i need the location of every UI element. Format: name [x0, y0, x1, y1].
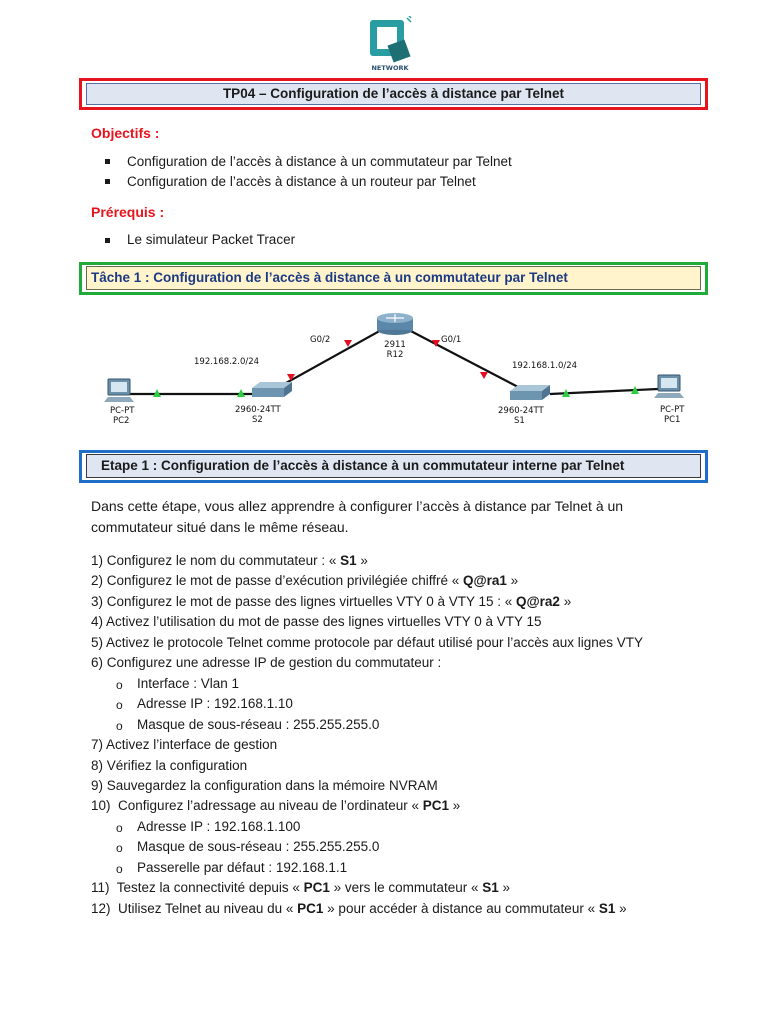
bullet-icon	[105, 159, 110, 164]
prerequisites-label: Prérequis :	[91, 204, 165, 220]
step-item-6: 6) Configurez une adresse IP de gestion du commutateur :	[91, 655, 442, 670]
sub-bullet-icon: o	[116, 821, 123, 835]
step10-sub-item: Adresse IP : 192.168.1.100	[137, 819, 301, 834]
prerequisite-item: Le simulateur Packet Tracer	[127, 232, 296, 247]
network-logo	[362, 16, 418, 74]
step6-sub-item: Masque de sous-réseau : 255.255.255.0	[137, 717, 380, 732]
step6-sub-item: Interface : Vlan 1	[137, 676, 240, 691]
step-item-9: 9) Sauvegardez la configuration dans la mémoire NVRAM	[91, 778, 438, 793]
page-title: TP04 – Configuration de l’accès à distance par Telnet	[86, 83, 701, 105]
router-icon	[377, 313, 413, 335]
step-item-2: 2) Configurez le mot de passe d’exécution privilégiée chiffré « Q@ra1 »	[91, 573, 519, 588]
switch-icon	[252, 382, 292, 397]
link-s2-r12	[277, 328, 385, 388]
switch-icon	[510, 385, 550, 400]
step6-sub-item: Adresse IP : 192.168.1.10	[137, 696, 293, 711]
pc2-model: PC-PT	[110, 406, 135, 416]
step-item-8: 8) Vérifiez la configuration	[91, 758, 248, 773]
interface-left-label: G0/2	[310, 335, 331, 345]
router-model: 2911	[384, 340, 406, 350]
pc2-name: PC2	[113, 416, 130, 426]
step10-sub-item: Masque de sous-réseau : 255.255.255.0	[137, 839, 380, 854]
pc-icon	[654, 375, 684, 398]
pc-icon	[104, 379, 134, 402]
switch-s2-model: 2960-24TT	[235, 405, 281, 415]
intro-paragraph: Dans cette étape, vous allez apprendre à configurer l’accès à distance par Telnet à un commutateur situé dans le même réseau.	[91, 498, 624, 535]
objective-item: Configuration de l’accès à distance à un routeur par Telnet	[127, 174, 476, 189]
step10-sub-item: Passerelle par défaut : 192.168.1.1	[137, 860, 348, 875]
objective-item: Configuration de l’accès à distance à un commutateur par Telnet	[127, 154, 512, 169]
pc1-model: PC-PT	[660, 405, 685, 415]
logo-text: NETWORK	[371, 64, 409, 72]
step-item-11: 11) Testez la connectivité depuis « PC1 » vers le commutateur « S1 »	[91, 880, 510, 895]
sub-bullet-icon: o	[116, 841, 123, 855]
interface-right-label: G0/1	[441, 335, 462, 345]
sub-bullet-icon: o	[116, 698, 123, 712]
task1-heading: Tâche 1 : Configuration de l’accès à distance à un commutateur par Telnet	[86, 266, 701, 290]
step1-heading: Etape 1 : Configuration de l’accès à distance à un commutateur interne par Telnet	[86, 454, 701, 478]
objectives-label: Objectifs :	[91, 125, 160, 141]
switch-s1-name: S1	[514, 416, 525, 426]
step-item-5: 5) Activez le protocole Telnet comme protocole par défaut utilisé pour l’accès aux lignes VTY	[91, 635, 644, 650]
step-item-1: 1) Configurez le nom du commutateur : « S1 »	[91, 553, 368, 568]
step-item-4: 4) Activez l’utilisation du mot de passe des lignes virtuelles VTY 0 à VTY 15	[91, 614, 542, 629]
link-down-icon	[480, 372, 488, 379]
step-item-12: 12) Utilisez Telnet au niveau du « PC1 » pour accéder à distance au commutateur « S1 »	[91, 901, 627, 916]
network-left-label: 192.168.2.0/24	[194, 357, 260, 367]
bullet-icon	[105, 238, 110, 243]
router-name: R12	[386, 350, 404, 360]
bullet-icon	[105, 179, 110, 184]
step-item-7: 7) Activez l’interface de gestion	[91, 737, 278, 752]
sub-bullet-icon: o	[116, 862, 123, 876]
network-right-label: 192.168.1.0/24	[512, 361, 578, 371]
sub-bullet-icon: o	[116, 719, 123, 733]
sub-bullet-icon: o	[116, 678, 123, 692]
switch-s2-name: S2	[252, 415, 263, 425]
step-item-3: 3) Configurez le mot de passe des lignes virtuelles VTY 0 à VTY 15 : « Q@ra2 »	[91, 594, 572, 609]
step-item-10: 10) Configurez l’adressage au niveau de l’ordinateur « PC1 »	[91, 798, 461, 813]
pc1-name: PC1	[664, 415, 681, 425]
network-topology-diagram	[80, 300, 708, 440]
switch-s1-model: 2960-24TT	[498, 406, 544, 416]
link-r12-s1	[405, 328, 520, 388]
